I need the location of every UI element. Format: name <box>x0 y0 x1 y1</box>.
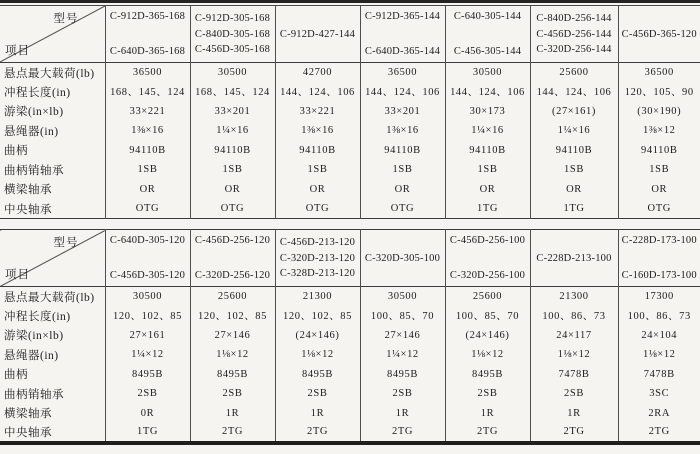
spec-value-cell: OR <box>275 180 360 200</box>
spec-value-cell: 1TG <box>445 199 530 219</box>
spec-row <box>0 121 700 141</box>
spec-value-cell: 30500 <box>105 287 190 307</box>
spec-value-cell: (30×190) <box>637 105 682 117</box>
spec-value-cell: 30×173 <box>445 102 530 122</box>
model-number: C-640D-365-168 <box>109 46 186 57</box>
spec-value-cell: 168、145、124 <box>190 82 275 102</box>
spec-row <box>0 199 700 219</box>
row-label: 悬点最大载荷(lb) <box>0 63 105 83</box>
spec-value-cell: 1SB <box>649 164 670 176</box>
spec-value-cell: 27×146 <box>190 326 275 346</box>
spec-value-cell: 33×201 <box>190 102 275 122</box>
model-header-cell <box>105 230 190 287</box>
model-number: C-912D-365-144 <box>364 11 441 22</box>
spec-value-cell: 24×104 <box>641 329 678 341</box>
spec-value-cell: 0R <box>105 404 190 424</box>
model-number: C-320D-256-120 <box>194 270 271 281</box>
corner-model-label: 型号 <box>53 237 79 249</box>
spec-value-cell: 2SB <box>530 384 618 404</box>
model-number: C-456D-256-144 <box>536 28 612 40</box>
spec-value-cell: OTG <box>190 199 275 219</box>
spec-value-cell: 1⅛×12 <box>445 345 530 365</box>
spec-value-cell: 1⅜×16 <box>360 121 445 141</box>
spec-value-cell: 27×161 <box>105 326 190 346</box>
spec-value-cell: 1R <box>530 404 618 424</box>
spec-value-cell: 2TG <box>648 426 670 438</box>
corner-model-label: 型号 <box>53 13 79 25</box>
spec-value-cell: 8495B <box>190 365 275 385</box>
model-number: C-456D-365-120 <box>621 28 697 40</box>
spec-row <box>0 326 700 346</box>
spec-row <box>0 82 700 102</box>
spec-value-cell: 30500 <box>445 63 530 83</box>
spec-value-cell: OTG <box>275 199 360 219</box>
model-number: C-912D-305-168 <box>194 12 271 24</box>
spec-value-cell: 27×146 <box>360 326 445 346</box>
model-number: C-912D-427-144 <box>279 28 356 40</box>
spec-value-cell: 100、86、73 <box>530 306 618 326</box>
spec-value-cell: 2RA <box>648 407 671 419</box>
model-number: C-228D-213-100 <box>536 252 612 264</box>
spec-value-cell: 1¼×12 <box>360 345 445 365</box>
spec-value-cell: 1R <box>445 404 530 424</box>
model-header-cell <box>618 6 700 63</box>
spec-value-cell: 1TG <box>105 423 190 443</box>
spec-value-cell: 94110B <box>190 141 275 161</box>
model-number: C-320D-256-144 <box>536 44 612 56</box>
row-label: 游梁(in×lb) <box>0 102 105 122</box>
spec-value-cell: 1SB <box>445 160 530 180</box>
spec-row <box>0 345 700 365</box>
spec-value-cell: 1SB <box>360 160 445 180</box>
model-number: C-456D-305-120 <box>109 270 186 281</box>
spec-value-cell: OR <box>445 180 530 200</box>
spec-value-cell: 25600 <box>445 287 530 307</box>
spec-value-cell: 100、85、70 <box>445 306 530 326</box>
model-header-cell <box>190 6 275 63</box>
spec-value-cell: 8495B <box>360 365 445 385</box>
spec-value-cell: 7478B <box>643 368 675 380</box>
model-number: C-840D-305-168 <box>194 28 271 40</box>
pumping-unit-spec-table-upper <box>0 6 700 219</box>
spec-value-cell: OR <box>651 183 668 195</box>
model-number: C-640-305-144 <box>453 11 522 22</box>
spec-value-cell: 1⅜×12 <box>642 125 676 137</box>
model-number: C-456D-213-120 <box>279 236 356 248</box>
row-label: 曲柄 <box>0 365 105 385</box>
spec-row <box>0 102 700 122</box>
spec-row <box>0 160 700 180</box>
spec-value-cell: 25600 <box>190 287 275 307</box>
spec-value-cell: 120、105、90 <box>624 87 694 99</box>
spec-value-cell: 1⅛×12 <box>190 345 275 365</box>
model-number: C-640D-365-144 <box>364 46 441 57</box>
spec-value-cell: OTG <box>105 199 190 219</box>
spec-value-cell: 8495B <box>445 365 530 385</box>
model-header-cell <box>190 230 275 287</box>
model-header-row <box>0 230 700 287</box>
spec-value-cell: 1⅛×12 <box>530 345 618 365</box>
spec-value-cell: 1¼×16 <box>445 121 530 141</box>
model-header-cell <box>618 230 700 287</box>
row-label: 曲柄销轴承 <box>0 384 105 404</box>
spec-value-cell: OR <box>360 180 445 200</box>
spec-value-cell: 3SC <box>649 388 670 400</box>
row-label: 横梁轴承 <box>0 404 105 424</box>
spec-value-cell: 1R <box>275 404 360 424</box>
spec-value-cell: 30500 <box>190 63 275 83</box>
spec-row <box>0 384 700 404</box>
row-label: 曲柄 <box>0 141 105 161</box>
spec-value-cell: OTG <box>360 199 445 219</box>
corner-header-cell <box>0 230 105 287</box>
model-number: C-456D-256-120 <box>194 235 271 246</box>
spec-value-cell: 7478B <box>530 365 618 385</box>
spec-value-cell: 94110B <box>105 141 190 161</box>
spec-value-cell: (24×146) <box>275 326 360 346</box>
spec-value-cell: 8495B <box>105 365 190 385</box>
spec-value-cell: OR <box>530 180 618 200</box>
spec-row <box>0 404 700 424</box>
spec-value-cell: (27×161) <box>530 102 618 122</box>
spec-value-cell: 36500 <box>105 63 190 83</box>
spec-value-cell: 24×117 <box>530 326 618 346</box>
spec-row <box>0 306 700 326</box>
spec-value-cell: 100、85、70 <box>360 306 445 326</box>
spec-value-cell: 2TG <box>275 423 360 443</box>
model-number: C-640D-305-120 <box>109 235 186 246</box>
spec-value-cell: 1¼×16 <box>530 121 618 141</box>
spec-value-cell: 2TG <box>445 423 530 443</box>
spec-value-cell: 8495B <box>275 365 360 385</box>
model-number: C-320D-213-120 <box>279 252 356 264</box>
spec-row <box>0 423 700 443</box>
model-number: C-320D-256-100 <box>449 270 526 281</box>
spec-value-cell: OR <box>190 180 275 200</box>
model-number: C-456D-256-100 <box>449 235 526 246</box>
model-header-cell <box>105 6 190 63</box>
model-header-cell <box>360 6 445 63</box>
spec-value-cell: OTG <box>647 203 671 214</box>
model-header-cell <box>445 230 530 287</box>
row-label: 中央轴承 <box>0 199 105 219</box>
pumping-unit-spec-table-lower <box>0 229 700 445</box>
spec-value-cell: 17300 <box>644 291 674 302</box>
spec-value-cell: 1R <box>190 404 275 424</box>
spec-value-cell: 1⅛×12 <box>275 345 360 365</box>
row-label: 曲柄销轴承 <box>0 160 105 180</box>
spec-value-cell: 36500 <box>360 63 445 83</box>
model-number: C-912D-365-168 <box>109 11 186 22</box>
row-label: 悬点最大载荷(lb) <box>0 287 105 307</box>
spec-value-cell: 33×201 <box>360 102 445 122</box>
spec-value-cell: 120、102、85 <box>275 306 360 326</box>
model-header-cell <box>275 6 360 63</box>
spec-value-cell: 1SB <box>530 160 618 180</box>
spec-value-cell: 120、102、85 <box>105 306 190 326</box>
spec-row <box>0 63 700 83</box>
spec-value-cell: 168、145、124 <box>105 82 190 102</box>
corner-item-label: 项目 <box>5 45 30 57</box>
spec-value-cell: 21300 <box>530 287 618 307</box>
spec-value-cell: 94110B <box>641 144 678 156</box>
spec-value-cell: 144、124、106 <box>360 82 445 102</box>
row-label: 横梁轴承 <box>0 180 105 200</box>
row-label: 悬绳器(in) <box>0 121 105 141</box>
spec-value-cell: 42700 <box>275 63 360 83</box>
model-header-cell <box>445 6 530 63</box>
spec-value-cell: 2SB <box>360 384 445 404</box>
spec-value-cell: 94110B <box>530 141 618 161</box>
spec-value-cell: 2SB <box>445 384 530 404</box>
spec-value-cell: 144、124、106 <box>445 82 530 102</box>
spec-value-cell: (24×146) <box>445 326 530 346</box>
spec-value-cell: 2TG <box>530 423 618 443</box>
spec-row <box>0 180 700 200</box>
spec-value-cell: 36500 <box>644 67 674 78</box>
row-label: 中央轴承 <box>0 423 105 443</box>
spec-value-cell: 30500 <box>360 287 445 307</box>
model-number: C-456-305-144 <box>453 46 522 57</box>
model-number: C-160D-173-100 <box>621 270 697 281</box>
row-label: 冲程长度(in) <box>0 82 105 102</box>
model-number: C-320D-305-100 <box>364 252 441 264</box>
spec-value-cell: 21300 <box>275 287 360 307</box>
row-label: 冲程长度(in) <box>0 306 105 326</box>
spec-value-cell: 144、124、106 <box>275 82 360 102</box>
spec-value-cell: 1TG <box>530 199 618 219</box>
spec-value-cell: 1¼×16 <box>190 121 275 141</box>
spec-value-cell: 94110B <box>275 141 360 161</box>
corner-header-cell <box>0 6 105 63</box>
corner-item-label: 项目 <box>5 269 30 281</box>
spec-value-cell: 2SB <box>275 384 360 404</box>
spec-value-cell: 1¼×12 <box>105 345 190 365</box>
spec-value-cell: 1⅛×12 <box>642 349 676 361</box>
spec-value-cell: 94110B <box>445 141 530 161</box>
row-label: 悬绳器(in) <box>0 345 105 365</box>
spec-row <box>0 141 700 161</box>
spec-value-cell: 1⅜×16 <box>105 121 190 141</box>
spec-value-cell: 1R <box>360 404 445 424</box>
spec-value-cell: 33×221 <box>105 102 190 122</box>
spec-value-cell: 1SB <box>190 160 275 180</box>
model-header-cell <box>360 230 445 287</box>
spec-row <box>0 365 700 385</box>
spec-value-cell: 144、124、106 <box>530 82 618 102</box>
spec-row <box>0 287 700 307</box>
model-header-cell <box>530 230 618 287</box>
spec-value-cell: 100、86、73 <box>627 311 691 323</box>
spec-value-cell: 1⅜×16 <box>275 121 360 141</box>
spec-value-cell: 2TG <box>360 423 445 443</box>
model-header-cell <box>275 230 360 287</box>
spec-value-cell: 2SB <box>105 384 190 404</box>
spec-value-cell: 94110B <box>360 141 445 161</box>
row-label: 游梁(in×lb) <box>0 326 105 346</box>
spec-value-cell: 120、102、85 <box>190 306 275 326</box>
model-number: C-228D-173-100 <box>621 235 697 246</box>
spec-value-cell: 25600 <box>530 63 618 83</box>
model-number: C-840D-256-144 <box>536 12 612 24</box>
spec-value-cell: 33×221 <box>275 102 360 122</box>
spec-value-cell: 1SB <box>275 160 360 180</box>
model-number: C-456D-305-168 <box>194 44 271 56</box>
spec-value-cell: 1SB <box>105 160 190 180</box>
model-number: C-328D-213-120 <box>279 268 356 280</box>
spec-value-cell: 2TG <box>190 423 275 443</box>
model-header-row <box>0 6 700 63</box>
spec-value-cell: OR <box>105 180 190 200</box>
spec-value-cell: 2SB <box>190 384 275 404</box>
model-header-cell <box>530 6 618 63</box>
